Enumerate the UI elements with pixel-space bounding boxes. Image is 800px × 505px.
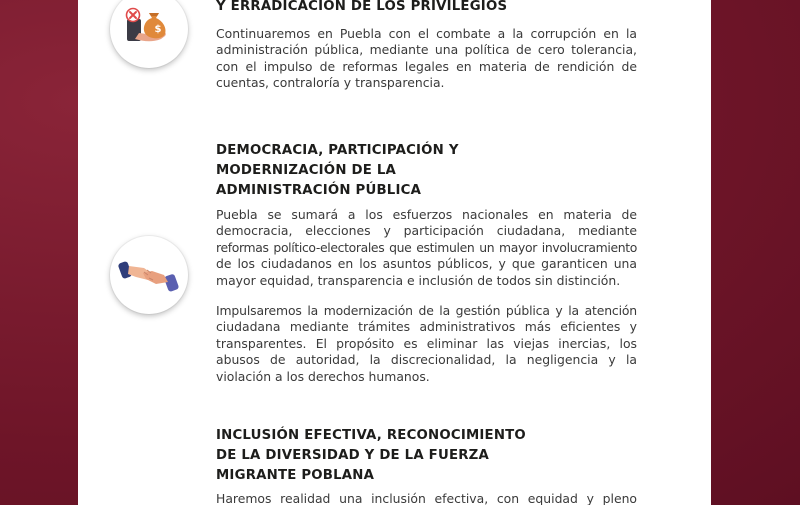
section-3-title-line-1: INCLUSIÓN EFECTIVA, RECONOCIMIENTO bbox=[216, 428, 526, 443]
section-2-paragraph-2 bbox=[216, 303, 637, 385]
section-2-title-line-3: ADMINISTRACIÓN PÚBLICA bbox=[216, 183, 422, 198]
section-3-title-line-2: DE LA DIVERSIDAD Y DE LA FUERZA bbox=[216, 448, 489, 463]
paragraph-line: abusos de autoridad, la discrecionalidad, la negligencia y la bbox=[216, 352, 637, 368]
paragraph-line: reformas político-electorales que estimulen un mayor involucramiento bbox=[216, 239, 637, 255]
svg-text:$: $ bbox=[154, 24, 162, 35]
paragraph-line: Puebla se sumará a los esfuerzos nacionales en materia de bbox=[216, 207, 637, 222]
section-3-title-line-3: MIGRANTE POBLANA bbox=[216, 468, 375, 483]
section-2-title-line-1: DEMOCRACIA, PARTICIPACIÓN Y bbox=[216, 143, 459, 158]
paragraph-line: administración pública, mediante una política de cero tolerancia, bbox=[216, 42, 637, 58]
money-bag-forbidden-icon bbox=[110, 0, 188, 68]
paragraph-line: mayor equidad, transparencia e inclusión de todos sin distinción. bbox=[216, 272, 621, 288]
section-2-paragraph-1 bbox=[216, 207, 637, 289]
paragraph-line: ciudadana mediante trámites administrativos más eficientes y bbox=[216, 319, 637, 335]
handshake-icon bbox=[110, 236, 188, 314]
document-page bbox=[78, 0, 711, 505]
paragraph-line: violación a los derechos humanos. bbox=[216, 368, 430, 384]
paragraph-line: de los ciudadanos en los asuntos públicos, y que garanticen una bbox=[216, 256, 637, 272]
section-1-paragraph-1 bbox=[216, 26, 637, 92]
paragraph-line: cuentas, contraloría y transparencia. bbox=[216, 75, 445, 91]
section-1-title-line-1: Y ERRADICACIÓN DE LOS PRIVILEGIOS bbox=[216, 0, 508, 14]
paragraph-line: Impulsaremos la modernización de la gestión pública y la atención bbox=[216, 303, 637, 318]
paragraph-line: transparentes. El propósito es eliminar las viejas inercias, los bbox=[216, 335, 637, 351]
paragraph-line: Continuaremos en Puebla con el combate a la corrupción en la bbox=[216, 26, 637, 41]
paragraph-line: con el impulso de reformas legales en materia de rendición de bbox=[216, 58, 637, 74]
section-1-title bbox=[216, 0, 507, 17]
section-2-title bbox=[216, 141, 459, 201]
section-3-title bbox=[216, 426, 526, 486]
section-3-paragraph-1 bbox=[216, 491, 637, 505]
section-2-title-line-2: MODERNIZACIÓN DE LA bbox=[216, 163, 396, 178]
paragraph-line: Haremos realidad una inclusión efectiva, con equidad y pleno bbox=[216, 491, 637, 505]
paragraph-line: democracia, elecciones y participación ciudadana, mediante bbox=[216, 223, 637, 239]
